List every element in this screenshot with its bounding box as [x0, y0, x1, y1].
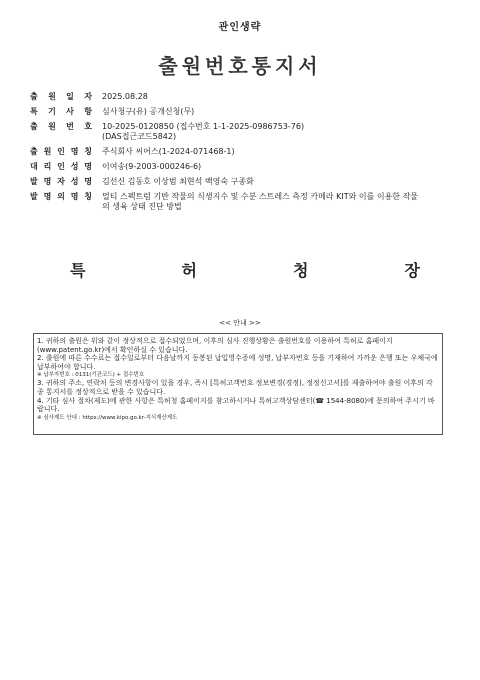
info-row	[30, 177, 460, 187]
notice-paragraph: 2. 출원에 따른 수수료는 접수일로부터 다음날까지 동봉된 납입영수증에 성명, 납부자번호 등을 기재하여 가까운 은행 또는 우체국에 납부하여야 합니다.	[37, 354, 438, 371]
info-row	[30, 122, 460, 142]
notice-heading: << 안내 >>	[219, 319, 261, 327]
info-label: 발 명 자 성 명	[30, 177, 92, 186]
info-value	[102, 162, 460, 172]
info-value	[102, 177, 460, 187]
info-label: 출 원 인 명 칭	[30, 147, 92, 156]
notice-paragraph: 4. 기타 심사 절차(제도)에 관한 사항은 특허청 홈페이지를 참고하시거나 특허고객상담센터(☎ 1544-8080)에 문의하여 주시기 바랍니다.	[37, 396, 435, 414]
info-label: 출 원 일 자	[30, 92, 92, 101]
info-value-line: 의 생육 상태 진단 방법	[102, 202, 182, 211]
document-title: 출원번호통지서	[158, 54, 322, 78]
issuing-office	[70, 258, 420, 281]
office-char: 청	[293, 261, 309, 280]
info-label: 출 원 번 호	[30, 122, 92, 131]
info-value-line: (DAS접근코드5842)	[102, 132, 177, 141]
notice-paragraph: ※ 심사제도 안내 : https://www.kipo.go.kr-지식재산제도	[37, 414, 178, 421]
info-value-line: 10-2025-0120850 (접수번호 1-1-2025-0986753-76)	[102, 122, 305, 131]
info-label: 대 리 인 성 명	[30, 162, 92, 171]
info-label: 발 명 의 명 칭	[30, 192, 92, 201]
info-label: 특 기 사 항	[30, 107, 92, 116]
seal-omitted-label: 관인생략	[218, 22, 262, 33]
info-value	[102, 192, 460, 212]
office-char: 특	[70, 261, 86, 280]
info-value-line: 주식회사 씨어스(1-2024-071468-1)	[102, 147, 235, 156]
info-row	[30, 107, 460, 117]
office-char: 장	[404, 261, 420, 280]
info-value-line: 김선신 김동호 이상범 최현석 백영숙 구종화	[102, 177, 254, 186]
notice-paragraph: 3. 귀하의 주소, 연락처 등의 변경사항이 있을 경우, 즉시 [특허고객번호 정보변경(경정), 정정신고서]를 제출하여야 출원 이후의 각종 통지서를 정상적으로 받을 수 있습니다.	[37, 379, 433, 396]
info-value-line: 2025.08.28	[102, 92, 148, 101]
application-info	[30, 92, 460, 217]
info-value	[102, 92, 460, 102]
info-value	[102, 147, 460, 157]
info-row	[30, 162, 460, 172]
notice-box	[33, 333, 443, 435]
notice-paragraph: ※ 납부자번호 : 0131(기관코드) + 접수번호	[37, 372, 145, 379]
info-row	[30, 192, 460, 212]
info-row	[30, 147, 460, 157]
info-value-line: 멀티 스펙트럼 기반 작물의 식생지수 및 수분 스트레스 측정 카메라 KIT와 이를 이용한 작물	[102, 192, 419, 201]
info-value-line: 심사청구(유) 공개신청(무)	[102, 107, 195, 116]
info-row	[30, 92, 460, 102]
notice-paragraph: 1. 귀하의 출원은 위와 같이 정상적으로 접수되었으며, 이후의 심사 진행상황은 출원번호를 이용하여 특허로 홈페이지(www.patent.go.kr)에서 확인하실 수 있습니다.	[37, 337, 393, 354]
office-char: 허	[181, 261, 197, 280]
info-value-line: 이여송(9-2003-000246-6)	[102, 162, 202, 171]
info-value	[102, 107, 460, 117]
info-value	[102, 122, 460, 142]
